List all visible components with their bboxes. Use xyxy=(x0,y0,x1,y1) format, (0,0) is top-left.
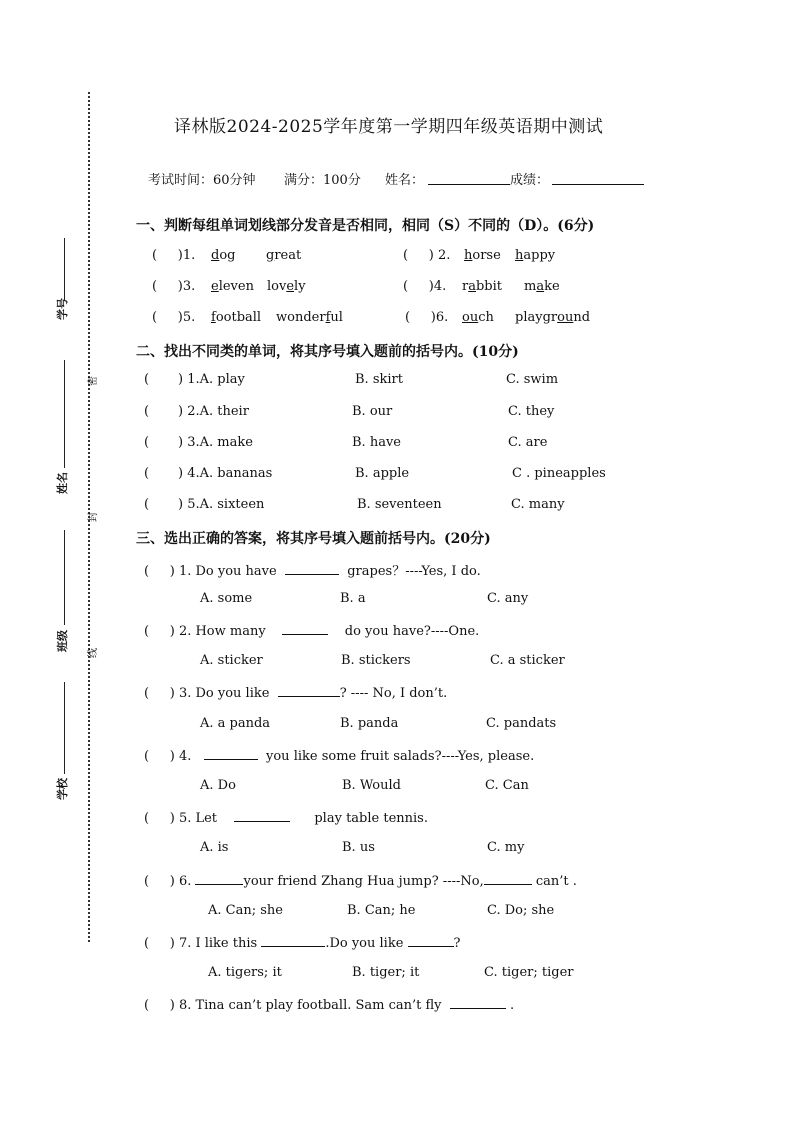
s2-q1-option-b: B. skirt xyxy=(355,372,403,387)
s2-q2-option-c: C. they xyxy=(508,404,555,419)
exam-time: 考试时间：60分钟 xyxy=(148,173,256,188)
s3-q4-option-b: B. Would xyxy=(342,778,401,793)
name-label: 姓名 xyxy=(56,472,69,494)
student-number-label: 学号 xyxy=(56,298,69,320)
name-field-blank[interactable] xyxy=(428,170,510,185)
s3-q5-option-a: A. is xyxy=(200,840,229,855)
school-label: 学校 xyxy=(56,778,69,800)
s2-q3-paren[interactable]: ( ) 3.A. make xyxy=(144,435,253,450)
s1-q1-word-b: great xyxy=(266,248,302,263)
class-line xyxy=(64,530,65,625)
s1-q2-word-a: horse xyxy=(464,248,501,263)
s3-q7-option-a: A. tigers; it xyxy=(208,965,282,980)
s3-q6-option-c: C. Do; she xyxy=(487,903,555,918)
s3-q5-option-c: C. my xyxy=(487,840,525,855)
s3-q3-option-c: C. pandats xyxy=(486,716,557,731)
s2-q5-option-c: C. many xyxy=(511,497,565,512)
s1-q3-word-b: lovely xyxy=(267,279,306,294)
full-score: 满分：100分 xyxy=(284,173,361,188)
name-field-label: 姓名： xyxy=(385,173,425,188)
s3-q4-option-a: A. Do xyxy=(200,778,236,793)
s3-q1-option-b: B. a xyxy=(340,591,366,606)
s1-q1-paren[interactable]: ( )1. xyxy=(152,248,196,263)
s3-q3-option-b: B. panda xyxy=(340,716,399,731)
s3-q8-stem[interactable]: ( ) 8. Tina can’t play football. Sam can’t fly . xyxy=(144,998,515,1013)
s1-q3-word-a: eleven xyxy=(211,279,254,294)
s1-q4-paren[interactable]: ( )4. xyxy=(403,279,447,294)
s3-q6-option-a: A. Can; she xyxy=(208,903,283,918)
s3-q2-option-c: C. a sticker xyxy=(490,653,565,668)
page-title: 译林版2024-2025学年度第一学期四年级英语期中测试 xyxy=(174,117,604,137)
s1-q6-word-b: playground xyxy=(515,310,591,325)
section1-heading: 一、判断每组单词划线部分发音是否相同，相同（S）不同的（D）。(6分) xyxy=(136,218,595,234)
s2-q3-option-b: B. have xyxy=(352,435,401,450)
s3-q4-stem[interactable]: ( ) 4. you like some fruit salads?----Yes, please. xyxy=(144,749,535,764)
s3-q7-option-c: C. tiger; tiger xyxy=(484,965,574,980)
s1-q2-paren[interactable]: ( ) 2. xyxy=(403,248,451,263)
seal-xian: 线 xyxy=(88,648,99,658)
s3-q4-option-c: C. Can xyxy=(485,778,529,793)
section2-heading: 二、找出不同类的单词，将其序号填入题前的括号内。(10分) xyxy=(136,344,519,360)
s1-q5-word-b: wonderful xyxy=(276,310,343,325)
s3-q3-stem[interactable]: ( ) 3. Do you like ? ---- No, I don’t. xyxy=(144,686,448,701)
s3-q5-stem[interactable]: ( ) 5. Let play table tennis. xyxy=(144,811,428,826)
grade-field-blank[interactable] xyxy=(552,170,644,185)
s1-q3-paren[interactable]: ( )3. xyxy=(152,279,196,294)
s3-q1-option-c: C. any xyxy=(487,591,529,606)
s3-q1-option-a: A. some xyxy=(200,591,253,606)
s3-q7-stem[interactable]: ( ) 7. I like this .Do you like ? xyxy=(144,936,461,951)
seal-feng: 封 xyxy=(88,512,99,522)
section3-heading: 三、选出正确的答案，将其序号填入题前括号内。(20分) xyxy=(136,531,491,547)
s3-q2-option-a: A. sticker xyxy=(200,653,263,668)
student-number-line xyxy=(64,238,65,300)
seal-mi: 密 xyxy=(88,376,99,386)
s3-q6-option-b: B. Can; he xyxy=(347,903,416,918)
s2-q3-option-c: C. are xyxy=(508,435,548,450)
s3-q1-stem[interactable]: ( ) 1. Do you have grapes？----Yes, I do. xyxy=(144,564,481,579)
s2-q1-paren[interactable]: ( ) 1.A. play xyxy=(144,372,245,387)
s2-q5-paren[interactable]: ( ) 5.A. sixteen xyxy=(144,497,265,512)
s3-q2-stem[interactable]: ( ) 2. How many do you have?----One. xyxy=(144,624,480,639)
class-label: 班级 xyxy=(56,630,69,652)
s3-q2-option-b: B. stickers xyxy=(341,653,411,668)
s1-q4-word-a: rabbit xyxy=(462,279,503,294)
s3-q5-option-b: B. us xyxy=(342,840,375,855)
s3-q3-option-a: A. a panda xyxy=(200,716,271,731)
s2-q4-option-c: C . pineapples xyxy=(512,466,606,481)
s1-q4-word-b: make xyxy=(524,279,560,294)
s1-q5-paren[interactable]: ( )5. xyxy=(152,310,196,325)
s1-q6-paren[interactable]: ( )6. xyxy=(405,310,449,325)
grade-field-label: 成绩： xyxy=(510,173,550,188)
s2-q4-option-b: B. apple xyxy=(355,466,410,481)
s1-q1-word-a: dog xyxy=(211,248,236,263)
s1-q5-word-a: football xyxy=(211,310,262,325)
s2-q2-paren[interactable]: ( ) 2.A. their xyxy=(144,404,249,419)
s2-q2-option-b: B. our xyxy=(352,404,393,419)
s1-q2-word-b: happy xyxy=(515,248,556,263)
name-line xyxy=(64,360,65,468)
s2-q5-option-b: B. seventeen xyxy=(357,497,442,512)
school-line xyxy=(64,682,65,774)
s3-q6-stem[interactable]: ( ) 6. your friend Zhang Hua jump? ----No, can’t . xyxy=(144,874,577,889)
s2-q4-paren[interactable]: ( ) 4.A. bananas xyxy=(144,466,273,481)
s2-q1-option-c: C. swim xyxy=(506,372,559,387)
s1-q6-word-a: ouch xyxy=(462,310,494,325)
s3-q7-option-b: B. tiger; it xyxy=(352,965,420,980)
